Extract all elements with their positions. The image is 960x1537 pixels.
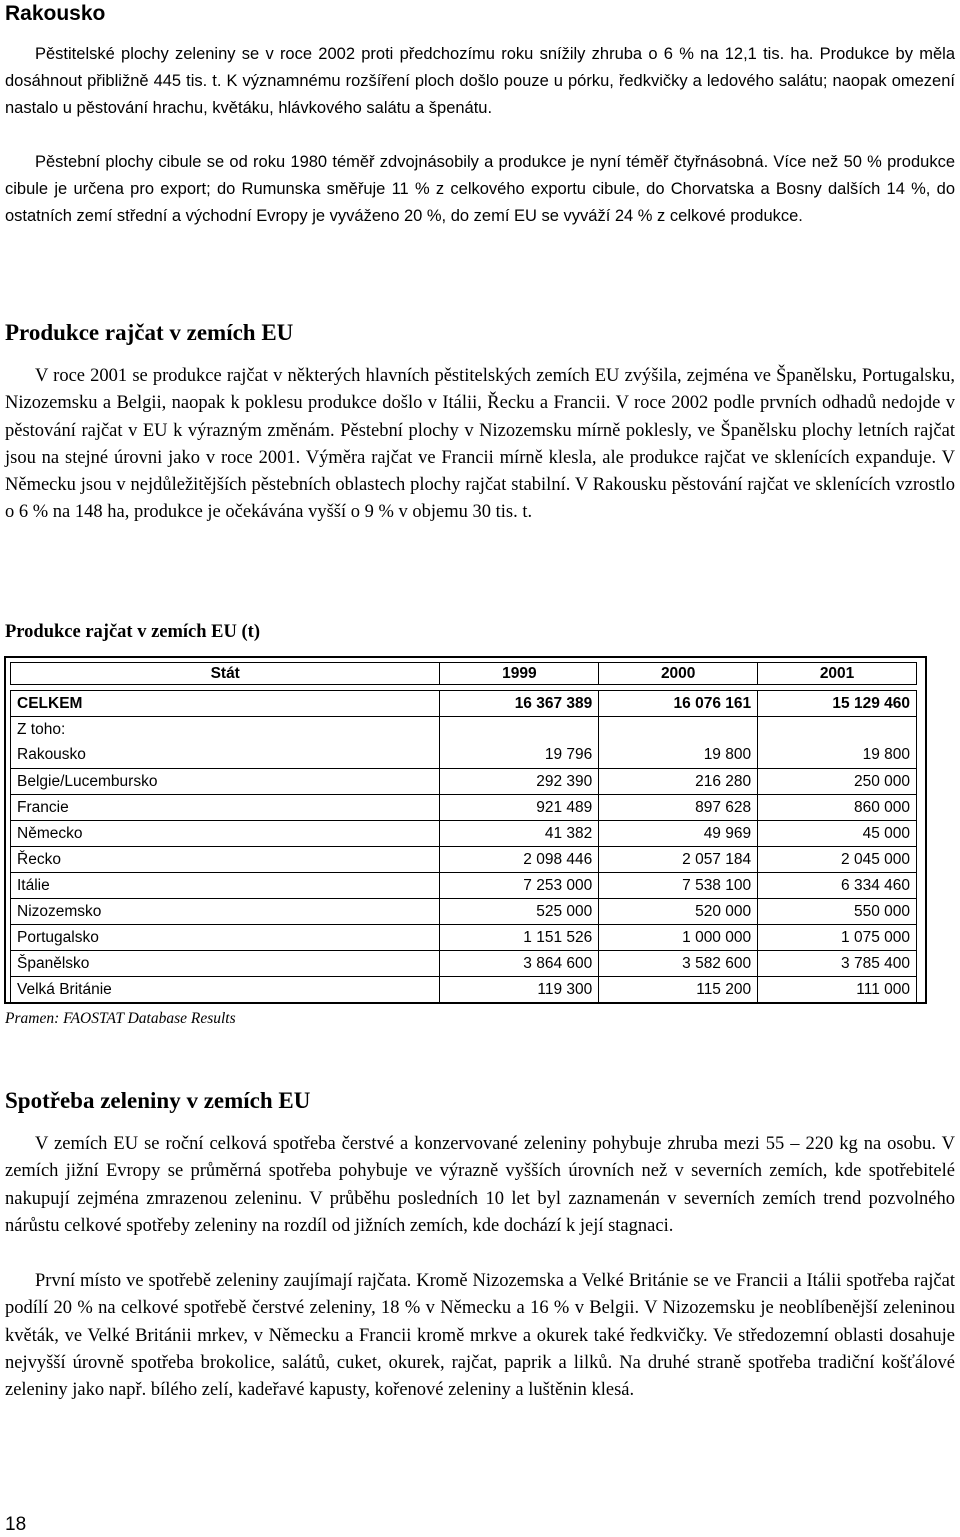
cell-2001: 860 000 xyxy=(758,795,917,821)
row-label: Rakousko xyxy=(11,743,440,769)
cell-1999: 19 796 xyxy=(440,743,599,769)
row-label: Německo xyxy=(11,821,440,847)
column-header-2001: 2001 xyxy=(758,663,917,685)
row-label: CELKEM xyxy=(11,691,440,717)
cell-1999: 525 000 xyxy=(440,899,599,925)
cell-2001: 550 000 xyxy=(758,899,917,925)
page-number: 18 xyxy=(5,1514,27,1535)
paragraph-consumption-tomatoes: První místo ve spotřebě zeleniny zaujímají rajčata. Kromě Nizozemska a Velké Británie se ve Francii a Itálii spotřeba rajčat podílí 20 % na celkové spotřebě čerstvé zeleniny, 18 % v Německu a 16 % v Belgii. V Nizozemsku je neoblíbenější zeleninou květák, ve Velké Británii mrkev, v Německu a Francii kromě mrkve a okurek také ředkvičky. Ve středozemní oblasti dosahuje nejvyšší úrovně spotřeba brokolice, salátů, cuket, okurek, rajčat, paprik a lilků. Na druhé straně spotřeba tradiční košťálové zeleniny jako např. bílého zelí, kadeřavé kapusty, kořenové zeleniny a luštěnin klesá. xyxy=(5,1271,955,1401)
cell-2000: 115 200 xyxy=(599,977,758,1003)
column-header-1999: 1999 xyxy=(440,663,599,685)
cell-2000: 7 538 100 xyxy=(599,873,758,899)
table-source: Pramen: FAOSTAT Database Results xyxy=(5,1010,236,1027)
row-label: Nizozemsko xyxy=(11,899,440,925)
table-row xyxy=(11,847,917,873)
table-row xyxy=(11,821,917,847)
cell-2000: 16 076 161 xyxy=(599,691,758,717)
table-row xyxy=(11,977,917,1003)
cell-2000: 2 057 184 xyxy=(599,847,758,873)
cell-2000: 216 280 xyxy=(599,769,758,795)
table-row xyxy=(11,925,917,951)
column-header-country: Stát xyxy=(11,663,440,685)
row-label: Velká Británie xyxy=(11,977,440,1003)
table-row-of-which xyxy=(11,717,917,743)
cell-2000: 1 000 000 xyxy=(599,925,758,951)
cell-1999: 16 367 389 xyxy=(440,691,599,717)
cell-1999: 2 098 446 xyxy=(440,847,599,873)
cell-2000: 3 582 600 xyxy=(599,951,758,977)
cell-2000: 897 628 xyxy=(599,795,758,821)
table-row xyxy=(11,873,917,899)
cell-1999: 921 489 xyxy=(440,795,599,821)
cell-1999: 292 390 xyxy=(440,769,599,795)
table-row xyxy=(11,899,917,925)
cell-2001: 3 785 400 xyxy=(758,951,917,977)
table-row xyxy=(11,795,917,821)
table-row xyxy=(11,743,917,769)
row-label: Řecko xyxy=(11,847,440,873)
cell-1999: 7 253 000 xyxy=(440,873,599,899)
cell-1999: 41 382 xyxy=(440,821,599,847)
table-row-total xyxy=(11,691,917,717)
cell-2001: 45 000 xyxy=(758,821,917,847)
cell-2000: 520 000 xyxy=(599,899,758,925)
section-title-austria: Rakousko xyxy=(5,2,106,25)
row-label-of-which: Z toho: xyxy=(11,717,440,743)
paragraph-austria-vegetable-area: Pěstitelské plochy zeleniny se v roce 2002 proti předchozímu roku snížily zhruba o 6 % na 12,1 tis. ha. Produkce by měla dosáhnout přibližně 445 tis. t. K významnému rozšíření ploch došlo pouze u pórku, ředkvičky a ledového salátu; naopak omezení nastalo u pěstování hrachu, květáku, hlávkového salátu a špenátu. xyxy=(5,45,955,117)
column-header-2000: 2000 xyxy=(599,663,758,685)
production-table xyxy=(10,662,917,1003)
row-label: Itálie xyxy=(11,873,440,899)
table-row xyxy=(11,951,917,977)
cell-2001: 111 000 xyxy=(758,977,917,1003)
section-title-consumption: Spotřeba zeleniny v zemích EU xyxy=(5,1088,311,1113)
cell-1999: 119 300 xyxy=(440,977,599,1003)
table-row xyxy=(11,769,917,795)
paragraph-consumption-overview: V zemích EU se roční celková spotřeba čerstvé a konzervované zeleniny pohybuje zhruba mezi 55 – 220 kg na osobu. V zemích jižní Evropy se průměrná spotřeba pohybuje ve výrazně vyšších úrovních než v severních zemích, kde spotřebitelé nakupují zejména zmrazenou zeleninu. V průběhu posledních 10 let byl zaznamenán v severních zemích trend pozvolného nárůstu celkové spotřeby zeleniny na rozdíl od jižních zemích, kde dochází k její stagnaci. xyxy=(5,1134,955,1236)
row-label: Francie xyxy=(11,795,440,821)
table-header-row xyxy=(11,663,917,685)
row-label: Belgie/Lucembursko xyxy=(11,769,440,795)
row-label: Portugalsko xyxy=(11,925,440,951)
row-label: Španělsko xyxy=(11,951,440,977)
table-title: Produkce rajčat v zemích EU (t) xyxy=(5,622,260,642)
cell-2001: 6 334 460 xyxy=(758,873,917,899)
cell-2000: 49 969 xyxy=(599,821,758,847)
cell-1999: 1 151 526 xyxy=(440,925,599,951)
cell-2001: 1 075 000 xyxy=(758,925,917,951)
cell-2001: 19 800 xyxy=(758,743,917,769)
cell-1999: 3 864 600 xyxy=(440,951,599,977)
cell-2000: 19 800 xyxy=(599,743,758,769)
cell-2001: 15 129 460 xyxy=(758,691,917,717)
paragraph-tomato-production: V roce 2001 se produkce rajčat v některých hlavních pěstitelských zemích EU zvýšila, zejména ve Španělsku, Portugalsku, Nizozemsku a Belgii, naopak k poklesu produkce došlo v Itálii, Řecku a Francii. V roce 2002 podle prvních odhadů nedojde v pěstování rajčat v EU k výrazným změnám. Pěstební plochy v Nizozemsku mírně poklesly, ve Španělsku plochy letních rajčat jsou na stejné úrovni jako v roce 2001. Výměra rajčat ve Francii mírně klesla, ale produkce rajčat ve sklenících expanduje. V Německu jsou v nejdůležitějších pěstebních oblastech plochy rajčat stabilní. V Rakousku pěstování rajčat ve sklenících vzrostlo o 6 % na 148 ha, produkce je očekávána vyšší o 9 % v objemu 30 tis. t. xyxy=(5,366,955,523)
cell-2001: 2 045 000 xyxy=(758,847,917,873)
section-title-tomato-production: Produkce rajčat v zemích EU xyxy=(5,320,294,345)
paragraph-austria-onion: Pěstební plochy cibule se od roku 1980 téměř zdvojnásobily a produkce je nyní téměř čtyřnásobná. Více než 50 % produkce cibule je určena pro export; do Rumunska směřuje 11 % z celkového exportu cibule, do Chorvatska a Bosny dalších 14 %, do ostatních zemí střední a východní Evropy je vyváženo 20 %, do zemí EU se vyváží 24 % z celkové produkce. xyxy=(5,153,955,225)
production-table-frame xyxy=(4,656,927,1004)
cell-2001: 250 000 xyxy=(758,769,917,795)
